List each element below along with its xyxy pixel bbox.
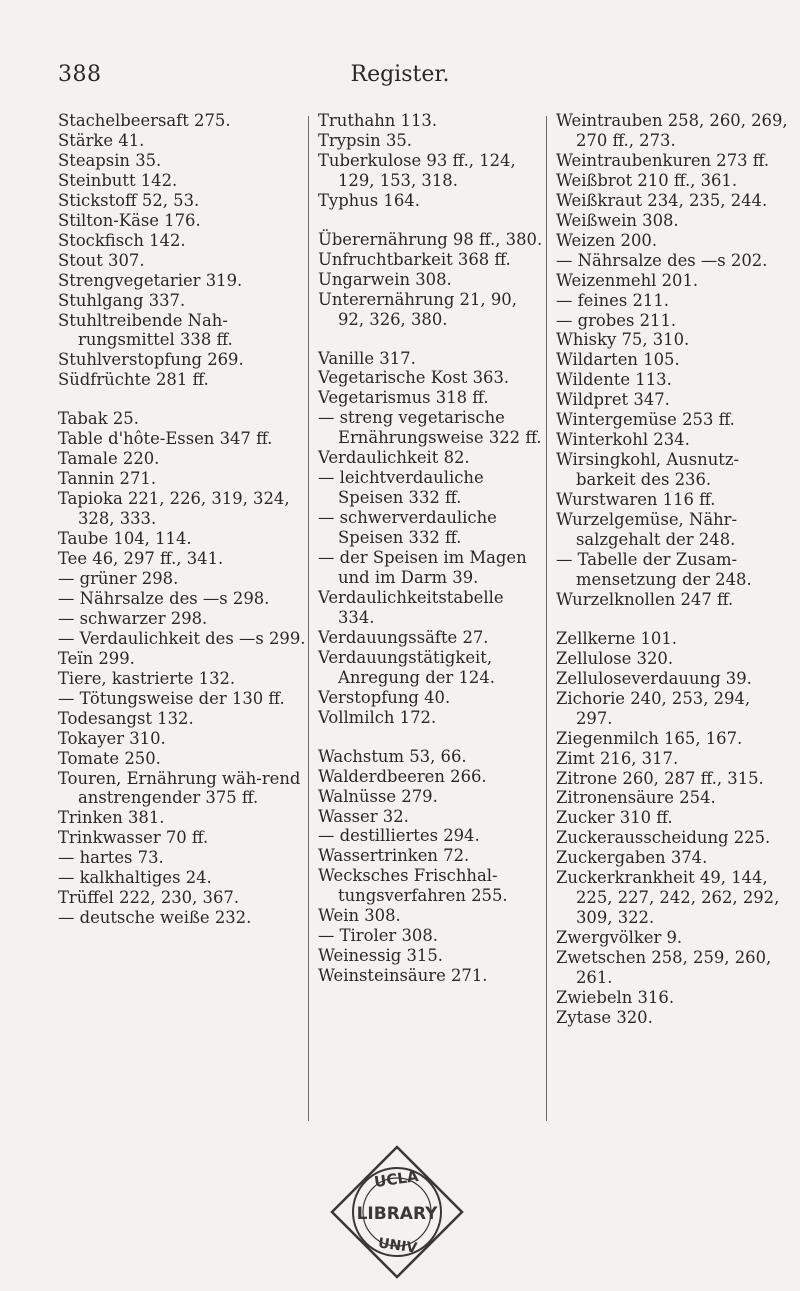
index-entry: Trypsin 35.: [318, 130, 413, 150]
index-entry: Zytase 320.: [556, 1007, 653, 1027]
index-entry: Zwetschen 258, 259, 260, 261.: [556, 948, 772, 988]
index-entry: Zuckergaben 374.: [556, 848, 708, 868]
index-entry: — schwarzer 298.: [58, 608, 208, 628]
index-entry: Unterernährung 21, 90, 92, 326, 380.: [318, 289, 517, 329]
index-entry: Wurstwaren 116 ff.: [556, 490, 716, 510]
index-entry: Todesangst 132.: [58, 708, 194, 728]
index-entry: Walnüsse 279.: [318, 786, 438, 806]
index-entry: Vanille 317.: [318, 348, 416, 368]
index-entry: Stuhltreibende Nah-rungsmittel 338 ff.: [58, 310, 233, 350]
index-entry: — leichtverdauliche Speisen 332 ff.: [318, 468, 484, 508]
index-entry: Wildpret 347.: [556, 390, 670, 410]
index-entry: Zellkerne 101.: [556, 628, 678, 648]
index-entry: Tapioka 221, 226, 319, 324, 328, 333.: [58, 489, 290, 529]
index-entry: — Verdaulichkeit des —s 299.: [58, 628, 306, 648]
index-column-1: [58, 111, 308, 928]
column-rule: [308, 116, 309, 1121]
index-entry: Wurzelknollen 247 ff.: [556, 589, 734, 609]
index-entry: Wachstum 53, 66.: [318, 746, 467, 766]
library-stamp: [329, 1144, 465, 1280]
index-entry: Wirsingkohl, Ausnutz-barkeit des 236.: [556, 450, 740, 490]
library-stamp-icon: [329, 1144, 465, 1280]
index-entry: Weißwein 308.: [556, 210, 679, 230]
index-entry: Zwiebeln 316.: [556, 987, 675, 1007]
index-entry: — Tabelle der Zusam-mensetzung der 248.: [556, 549, 752, 589]
index-entry: — kalkhaltiges 24.: [58, 868, 212, 888]
index-entry: Weißbrot 210 ff., 361.: [556, 170, 738, 190]
index-entry: Trinken 381.: [58, 808, 165, 828]
index-entry: — feines 211.: [556, 290, 669, 310]
index-entry: Strengvegetarier 319.: [58, 270, 243, 290]
index-entry: Steinbutt 142.: [58, 170, 178, 190]
index-entry: Wassertrinken 72.: [318, 846, 470, 866]
index-entry: Stachelbeersaft 275.: [58, 111, 231, 130]
index-entry: Touren, Ernährung wäh-rend anstrengender 375 ff.: [58, 768, 301, 808]
stamp-top-text: UCLA: [373, 1167, 420, 1192]
running-head: Register.: [350, 62, 450, 87]
index-entry: Ziegenmilch 165, 167.: [556, 728, 743, 748]
index-entry: Zelluloseverdauung 39.: [556, 668, 752, 688]
index-entry: — schwerverdauliche Speisen 332 ff.: [318, 508, 497, 548]
index-entry: Zitrone 260, 287 ff., 315.: [556, 768, 764, 788]
index-entry: Tabak 25.: [58, 409, 139, 429]
index-entry: Tiere, kastrierte 132.: [58, 668, 236, 688]
index-entry: — grobes 211.: [556, 310, 677, 330]
index-entry: — hartes 73.: [58, 848, 164, 868]
index-entry: Taube 104, 114.: [58, 529, 192, 549]
index-entry: Wildente 113.: [556, 370, 672, 390]
index-entry: Tamale 220.: [58, 449, 160, 469]
index-entry: Vegetarische Kost 363.: [318, 368, 510, 388]
index-entry: Table d'hôte-Essen 347 ff.: [58, 429, 273, 449]
index-entry: — streng vegetarische Ernährungsweise 322 ff.: [318, 408, 542, 448]
index-entry: Stuhlverstopfung 269.: [58, 350, 244, 370]
index-entry: Wurzelgemüse, Nähr-salzgehalt der 248.: [556, 510, 738, 550]
index-entry: — der Speisen im Magen und im Darm 39.: [318, 548, 527, 588]
index-entry: Stärke 41.: [58, 130, 145, 150]
index-entry: Tokayer 310.: [58, 728, 166, 748]
index-entry: — Nährsalze des —s 202.: [556, 250, 768, 270]
index-entry: Weizen 200.: [556, 230, 658, 250]
stamp-center-text: LIBRARY: [356, 1204, 438, 1224]
column-rule: [546, 116, 547, 1121]
index-entry: Stilton-Käse 176.: [58, 210, 201, 230]
index-entry: Verdauungssäfte 27.: [318, 627, 489, 647]
index-entry: Steapsin 35.: [58, 150, 162, 170]
index-entry: Zuckerkrankheit 49, 144, 225, 227, 242, 262, 292, 309, 322.: [556, 868, 780, 928]
section-gap: [318, 330, 544, 349]
index-entry: Trinkwasser 70 ff.: [58, 828, 209, 848]
index-entry: Überernährung 98 ff., 380.: [318, 229, 543, 249]
index-column-2: [318, 111, 544, 986]
index-entry: Weintrauben 258, 260, 269, 270 ff., 273.: [556, 111, 788, 150]
index-entry: Unfruchtbarkeit 368 ff.: [318, 249, 511, 269]
section-gap: [318, 728, 544, 747]
index-entry: Stickstoff 52, 53.: [58, 190, 200, 210]
index-entry: Zimt 216, 317.: [556, 748, 679, 768]
index-entry: Stuhlgang 337.: [58, 290, 186, 310]
index-entry: Zwergvölker 9.: [556, 928, 683, 948]
index-entry: Weißkraut 234, 235, 244.: [556, 190, 768, 210]
index-entry: Zitronensäure 254.: [556, 788, 716, 808]
index-entry: Tannin 271.: [58, 469, 157, 489]
index-entry: Südfrüchte 281 ff.: [58, 370, 209, 390]
index-entry: Typhus 164.: [318, 190, 420, 210]
index-entry: — Tötungsweise der 130 ff.: [58, 688, 285, 708]
index-entry: Walderdbeeren 266.: [318, 766, 487, 786]
stamp-bottom-text: UNIV: [377, 1235, 419, 1257]
section-gap: [58, 390, 308, 409]
index-entry: Zichorie 240, 253, 294, 297.: [556, 688, 751, 728]
index-entry: — destilliertes 294.: [318, 826, 480, 846]
index-entry: Zucker 310 ff.: [556, 808, 673, 828]
index-entry: Tomate 250.: [58, 748, 161, 768]
index-entry: Weinessig 315.: [318, 946, 443, 966]
index-entry: — Tiroler 308.: [318, 926, 438, 946]
index-entry: Verdauungstätigkeit, Anregung der 124.: [318, 647, 495, 687]
index-entry: Weizenmehl 201.: [556, 270, 699, 290]
page-number: 388: [58, 62, 102, 87]
index-entry: Ungarwein 308.: [318, 269, 452, 289]
index-entry: Vegetarismus 318 ff.: [318, 388, 489, 408]
index-entry: Wintergemüse 253 ff.: [556, 410, 735, 430]
index-entry: Teïn 299.: [58, 648, 135, 668]
index-column-3: [556, 111, 788, 1028]
section-gap: [556, 610, 788, 629]
index-entry: Tee 46, 297 ff., 341.: [58, 549, 224, 569]
index-entry: Wein 308.: [318, 906, 401, 926]
index-entry: Stout 307.: [58, 250, 145, 270]
index-entry: Vollmilch 172.: [318, 707, 437, 727]
index-entry: Trüffel 222, 230, 367.: [58, 888, 240, 908]
index-entry: Verdaulichkeitstabelle 334.: [318, 587, 504, 627]
index-entry: Winterkohl 234.: [556, 430, 690, 450]
index-entry: Wildarten 105.: [556, 350, 680, 370]
index-entry: Weintraubenkuren 273 ff.: [556, 150, 770, 170]
index-entry: Tuberkulose 93 ff., 124, 129, 153, 318.: [318, 150, 516, 190]
index-entry: Whisky 75, 310.: [556, 330, 690, 350]
index-entry: Zuckerausscheidung 225.: [556, 828, 771, 848]
index-entry: Truthahn 113.: [318, 111, 438, 130]
index-entry: — grüner 298.: [58, 568, 179, 588]
index-entry: Wasser 32.: [318, 806, 409, 826]
index-entry: Verdaulichkeit 82.: [318, 448, 470, 468]
index-entry: — Nährsalze des —s 298.: [58, 588, 270, 608]
index-entry: — deutsche weiße 232.: [58, 908, 252, 928]
index-entry: Weinsteinsäure 271.: [318, 966, 488, 986]
index-entry: Verstopfung 40.: [318, 687, 451, 707]
index-entry: Wecksches Frischhal-tungsverfahren 255.: [318, 866, 508, 906]
index-entry: Zellulose 320.: [556, 648, 674, 668]
section-gap: [318, 211, 544, 230]
index-entry: Stockfisch 142.: [58, 230, 186, 250]
